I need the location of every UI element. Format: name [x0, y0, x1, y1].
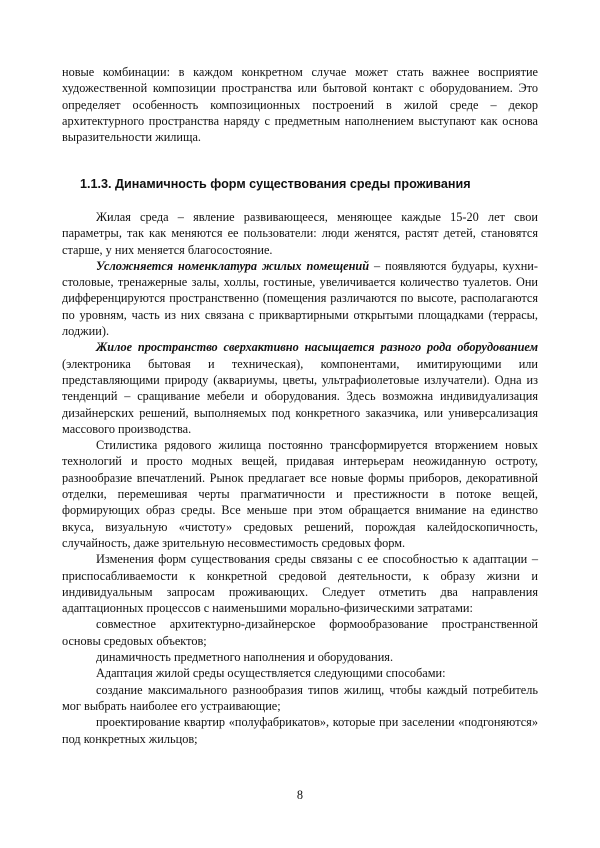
intro-block	[62, 64, 538, 145]
paragraph-5: Изменения форм существования среды связаны с ее способностью к адаптации – приспосабливаемости к конкретной средовой деятельности, к образу жизни и индивидуальным запросам проживающих. Следует отметить два направления адаптационных процессов с наименьшими морально-физическими затратами:	[62, 552, 538, 616]
paragraph-2-text: – появляются будуары, кухни-столовые, тренажерные залы, холлы, гостиные, увеличивается количество туалетов. Они дифференцируются пространственно (помещения различаются по высоте, располагаются по уровням, часть из них связана с приквартирными открытыми площадками (террасы, лоджии).	[62, 258, 538, 339]
paragraph-1: Жилая среда – явление развивающееся, меняющее каждые 15-20 лет свои параметры, так как меняются ее пользователи: люди женятся, растят детей, становятся старше, у них меняется благосостояние.	[62, 210, 538, 257]
paragraph-6: совместное архитектурно-дизайнерское формообразование пространственной основы средовых объектов;	[62, 617, 538, 648]
intro-paragraph: новые комбинации: в каждом конкретном случае может стать важнее восприятие художественной композиции пространства или бытовой контакт с оборудованием. Это определяет особенность композиционных построений в жилой среде – декор архитектурного пространства наряду с предметным наполнением выступают как основа выразительности жилища.	[62, 65, 538, 145]
body-block	[62, 209, 538, 747]
paragraph-3-emphasis: Жилое пространство сверхактивно насыщается разного рода оборудованием	[96, 340, 538, 355]
paragraph-3-text: (электроника бытовая и техническая), компонентами, имитирующими или представляющими природу (аквариумы, цветы, ультрафиолетовые излучатели). Одна из тенденций – сращивание мебели и оборудования. Здесь возможна индивидуализация дизайнерских решений, выполняемых под конкретного заказчика, или универсализация массового производства.	[62, 356, 538, 436]
page-number: 8	[296, 788, 304, 802]
paragraph-4: Стилистика рядового жилища постоянно трансформируется вторжением новых технологий и просто модных вещей, придавая интерьерам неожиданную остроту, разнообразие впечатлений. Рынок предлагает все новые формы приборов, декоративной отделки, перемешивая черты прагматичности и престижности в потоке вещей, формирующих образ среды. Все меньше при этом обращается внимание на единство вкуса, визуальную «чистоту» средовых решений, порождая калейдоскопичность, случайность, даже зрительную несовместимость средовых форм.	[62, 438, 538, 550]
paragraph-2	[62, 258, 538, 339]
paragraph-10: проектирование квартир «полуфабрикатов», которые при заселении «подгоняются» под конкретных жильцов;	[62, 715, 538, 746]
paragraph-9: создание максимального разнообразия типов жилищ, чтобы каждый потребитель мог выбрать наиболее его устраивающие;	[62, 682, 538, 713]
paragraph-2-emphasis: Усложняется номенклатура жилых помещений	[96, 258, 370, 273]
paragraph-7: динамичность предметного наполнения и оборудования.	[96, 650, 394, 665]
paragraph-8: Адаптация жилой среды осуществляется следующими способами:	[96, 666, 446, 681]
paragraph-3	[62, 339, 538, 437]
section-heading: 1.1.3. Динамичность форм существования среды проживания	[80, 177, 471, 191]
